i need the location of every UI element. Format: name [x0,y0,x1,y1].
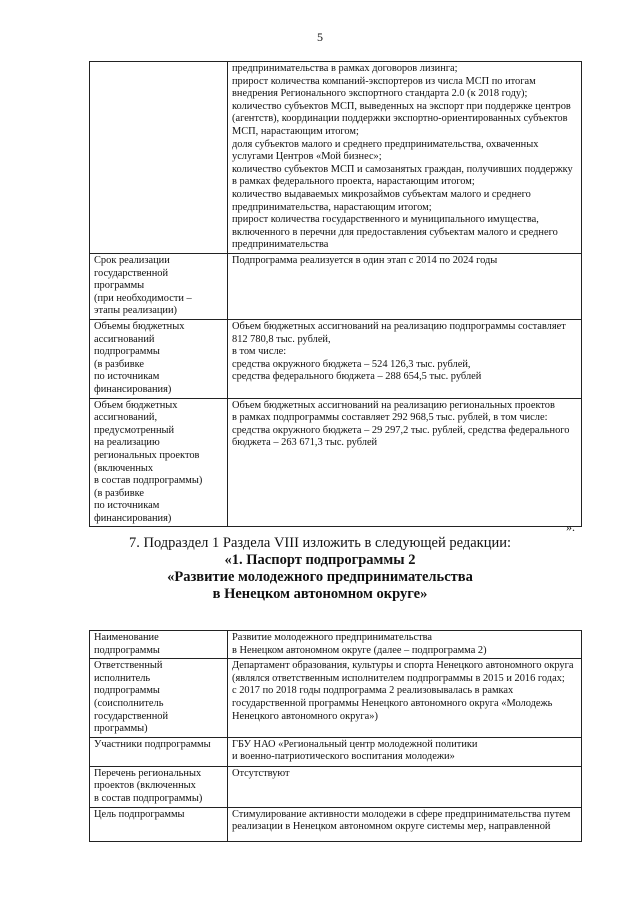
row-label: Цель подпрограммы [90,807,228,841]
closing-quote: ». [566,520,575,534]
row-content: Отсутствуют [228,766,582,807]
row-content: Объем бюджетных ассигнований на реализацию региональных проектов в рамках подпрограммы составляет 292 968,5 тыс. рублей, в том числе: средства окружного бюджета – 29 297,2 тыс. рублей, средства федерального бюджета – 263 671,3 тыс. рублей [228,398,582,527]
row-content: Стимулирование активности молодежи в сфере предпринимательства путем реализации в Ненецком автономном округе системы мер, направленной [228,807,582,841]
row-label: Срок реализации государственной программы (при необходимости – этапы реализации) [90,254,228,320]
table-row [90,807,582,841]
row-label: Объем бюджетных ассигнований, предусмотренный на реализацию региональных проектов (включенных в состав подпрограммы) (в разбивке по источникам финансирования) [90,398,228,527]
row-content: Подпрограмма реализуется в один этап с 2014 по 2024 годы [228,254,582,320]
row-content: Объем бюджетных ассигнований на реализацию подпрограммы составляет 812 780,8 тыс. рублей, в том числе: средства окружного бюджета – 524 126,3 тыс. рублей, средства федерального бюджета – 288 654,5 тыс. рублей [228,319,582,398]
table-row [90,254,582,320]
table-row [90,319,582,398]
row-label: Наименование подпрограммы [90,631,228,659]
row-content: ГБУ НАО «Региональный центр молодежной политики и военно-патриотического воспитания молодежи» [228,737,582,766]
row-label: Участники подпрограммы [90,737,228,766]
table-row [90,737,582,766]
row-content: Департамент образования, культуры и спорта Ненецкого автономного округа (являлся ответственным исполнителем подпрограммы в 2015 и 2016 годах; с 2017 по 2018 годы подпрограмма 2 реализовывалась в рамках государственной программы Ненецкого автономного округа «Молодежь Ненецкого автономного округа») [228,659,582,738]
passport-table-continued [89,61,582,527]
amendment-instruction: 7. Подраздел 1 Раздела VIII изложить в следующей редакции: [129,535,511,551]
table-row [90,62,582,254]
row-label: Объемы бюджетных ассигнований подпрограммы (в разбивке по источникам финансирования) [90,319,228,398]
section-heading-line-2: «Развитие молодежного предпринимательства [167,569,473,585]
table-row [90,659,582,738]
section-heading-line-1: «1. Паспорт подпрограммы 2 [224,552,416,568]
row-label [90,62,228,254]
row-label: Перечень региональных проектов (включенных в состав подпрограммы) [90,766,228,807]
subprogram-passport-table [89,630,582,842]
table-row [90,631,582,659]
table-row [90,398,582,527]
page-number: 5 [317,30,323,44]
row-label: Ответственный исполнитель подпрограммы (соисполнитель государственной программы) [90,659,228,738]
row-content: Развитие молодежного предпринимательства в Ненецком автономном округе (далее – подпрограмма 2) [228,631,582,659]
row-content: предпринимательства в рамках договоров лизинга; прирост количества компаний-экспортеров из числа МСП по итогам внедрения Регионального экспортного стандарта 2.0 (к 2018 году); количество субъектов МСП, выведенных на экспорт при поддержке центров (агентств), координации поддержки экспортно-ориентированных субъектов МСП, нарастающим итогом; доля субъектов малого и среднего предпринимательства, охваченных услугами Центров «Мой бизнес»; количество субъектов МСП и самозанятых граждан, получивших поддержку в рамках федерального проекта, нарастающим итогом; количество выдаваемых микрозаймов субъектам малого и среднего предпринимательства, нарастающим итогом; прирост количества государственного и муниципального имущества, включенного в перечни для предоставления субъектам малого и среднего предпринимательства [228,62,582,254]
section-heading-line-3: в Ненецком автономном округе» [212,586,428,602]
table-row [90,766,582,807]
